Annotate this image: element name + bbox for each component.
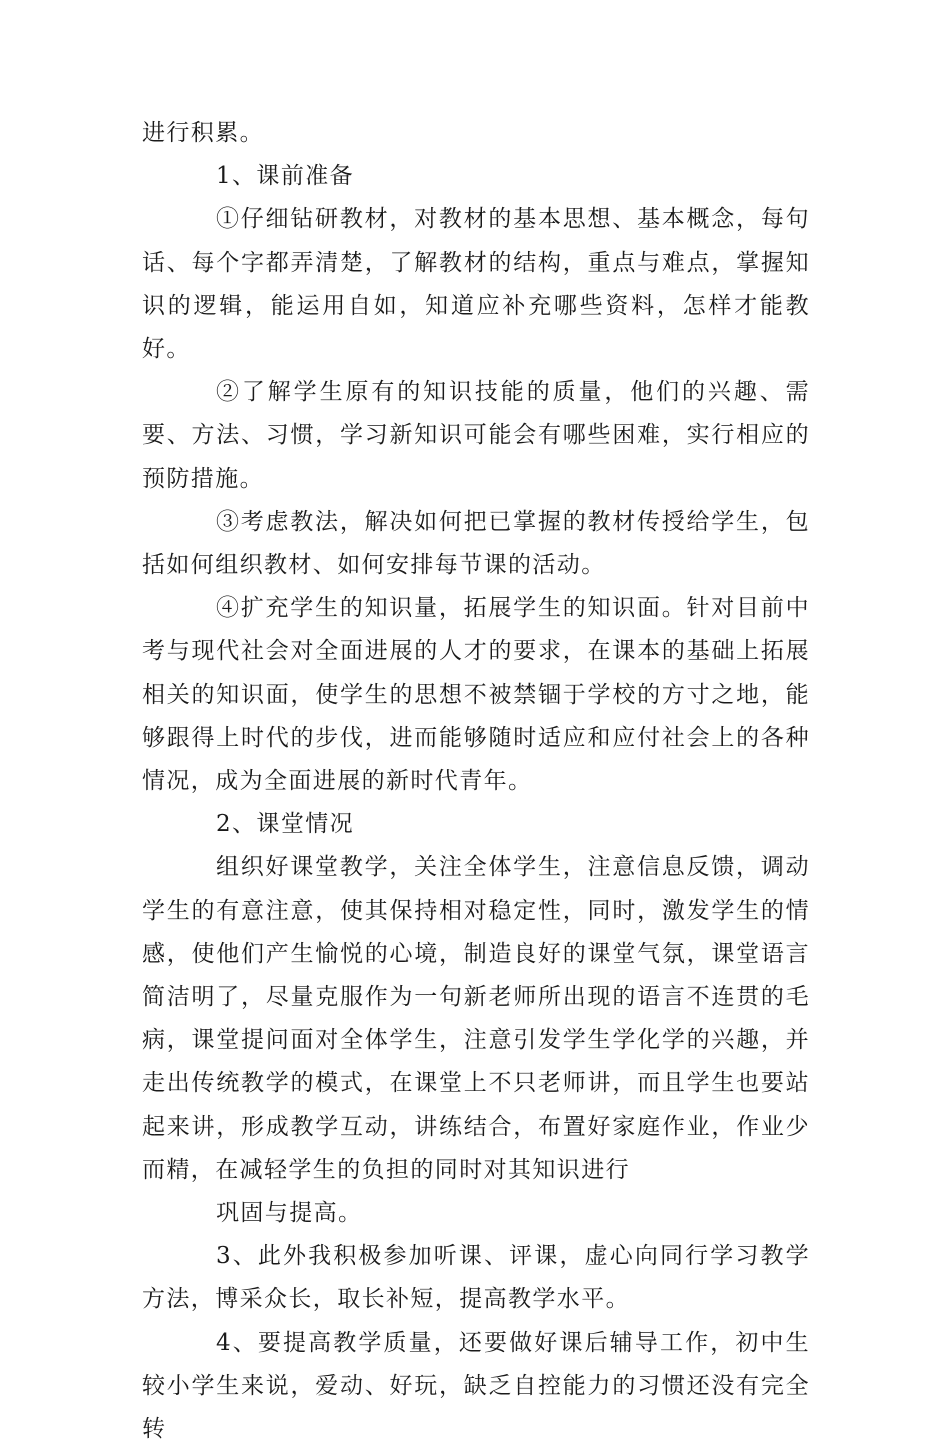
paragraph-lesson-observation: 3、此外我积极参加听课、评课，虚心向同行学习教学方法，博采众长，取长补短，提高教学水平。 xyxy=(142,1243,810,1313)
paragraph-continuation: 进行积累。 xyxy=(142,120,264,146)
paragraph-study-materials: ①仔细钻研教材，对教材的基本思想、基本概念，每句话、每个字都弄清楚，了解教材的结构，重点与难点，掌握知识的逻辑，能运用自如，知道应补充哪些资料，怎样才能教好。 xyxy=(142,206,810,363)
paragraph-expand-knowledge: ④扩充学生的知识量，拓展学生的知识面。针对目前中考与现代社会对全面进展的人才的要求，在课本的基础上拓展相关的知识面，使学生的思想不被禁锢于学校的方寸之地，能够跟得上时代的步伐，进而能够随时适应和应付社会上的各种情况，成为全面进展的新时代青年。 xyxy=(142,595,810,795)
paragraph-understand-students: ②了解学生原有的知识技能的质量，他们的兴趣、需要、方法、习惯，学习新知识可能会有哪些困难，实行相应的预防措施。 xyxy=(142,379,810,492)
paragraph-after-class-tutoring: 4、要提高教学质量，还要做好课后辅导工作，初中生较小学生来说，爱动、好玩，缺乏自控能力的习惯还没有完全转 xyxy=(142,1329,810,1443)
paragraph-consolidate: 巩固与提高。 xyxy=(216,1200,363,1227)
heading-lesson-preparation: 1、课前准备 xyxy=(216,163,355,190)
paragraph-classroom-teaching: 组织好课堂教学，关注全体学生，注意信息反馈，调动学生的有意注意，使其保持相对稳定性，同时，激发学生的情感，使他们产生愉悦的心境，制造良好的课堂气氛，课堂语言简洁明了，尽量克服作为一句新老师所出现的语言不连贯的毛病，课堂提问面对全体学生，注意引发学生学化学的兴趣，并走出传统教学的模式，在课堂上不只老师讲，而且学生也要站起来讲，形成教学互动，讲练结合，布置好家庭作业，作业少而精，在减轻学生的负担的同时对其知识进行 xyxy=(142,854,810,1183)
paragraph-teaching-methods: ③考虑教法，解决如何把已掌握的教材传授给学生，包括如何组织教材、如何安排每节课的活动。 xyxy=(142,508,810,579)
document-body xyxy=(142,112,810,1451)
heading-classroom-situation: 2、课堂情况 xyxy=(216,811,355,838)
